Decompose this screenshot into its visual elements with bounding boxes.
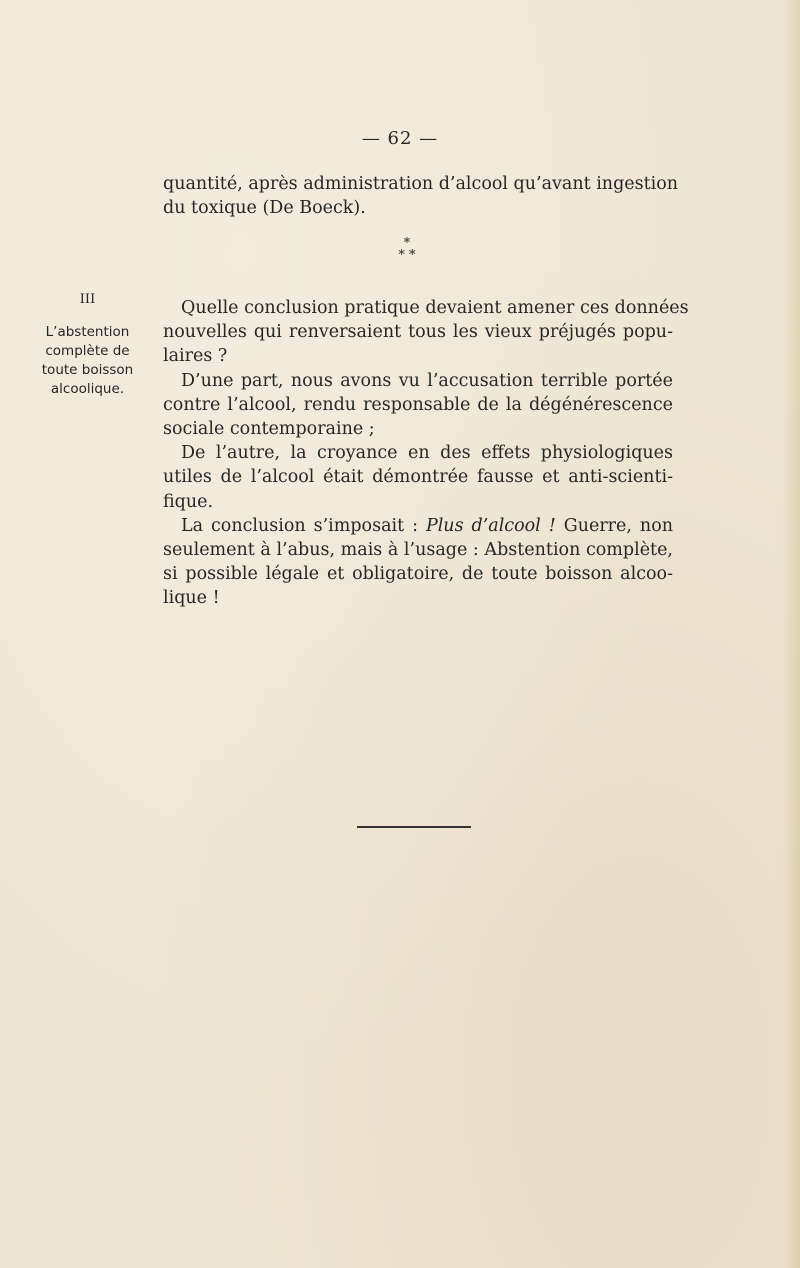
text-line: Quelle conclusion pratique devaient amener ces données xyxy=(181,298,689,318)
margin-note-line: toute boisson xyxy=(41,362,134,378)
text-line: lique ! xyxy=(163,588,220,609)
margin-note xyxy=(30,290,145,399)
text-line: si possible légale et obligatoire, de toute boisson alcoo- xyxy=(163,564,673,585)
section-end-rule xyxy=(357,826,471,828)
margin-note-line: L’abstention xyxy=(45,324,130,340)
text-line: contre l’alcool, rendu responsable de la dégénérescence xyxy=(163,394,673,415)
text-segment: Guerre, non xyxy=(555,515,673,536)
text-line: utiles de l’alcool était démontrée fausse et anti-scienti- xyxy=(163,467,673,488)
margin-note-line: complète de xyxy=(45,343,130,359)
margin-note-line: alcoolique. xyxy=(50,381,125,397)
section-numeral: III xyxy=(79,292,96,307)
text-line: du toxique (De Boeck). xyxy=(163,198,366,219)
text-line: laires ? xyxy=(163,346,228,367)
asterism-bottom: * * xyxy=(398,248,416,263)
text-line: D’une part, nous avons vu l’accusation terrible portée xyxy=(181,370,673,391)
text-line: fique. xyxy=(163,491,214,512)
text-line: quantité, après administration d’alcool qu’avant ingestion xyxy=(163,174,679,194)
emphasis-text: Plus d’alcool ! xyxy=(425,515,556,536)
text-line: De l’autre, la croyance en des effets physiologiques xyxy=(181,443,673,464)
section-body xyxy=(163,296,689,611)
text-line xyxy=(163,514,673,538)
continued-paragraph xyxy=(163,172,679,220)
text-line: sociale contemporaine ; xyxy=(163,419,375,440)
text-line: seulement à l’abus, mais à l’usage : Abstention complète, xyxy=(163,540,673,561)
asterism-separator xyxy=(387,238,427,268)
page-number: — 62 — xyxy=(361,128,439,149)
asterism-top: * xyxy=(403,236,411,251)
text-segment: La conclusion s’imposait : xyxy=(181,515,426,536)
text-line: nouvelles qui renversaient tous les vieux préjugés popu- xyxy=(163,322,673,343)
